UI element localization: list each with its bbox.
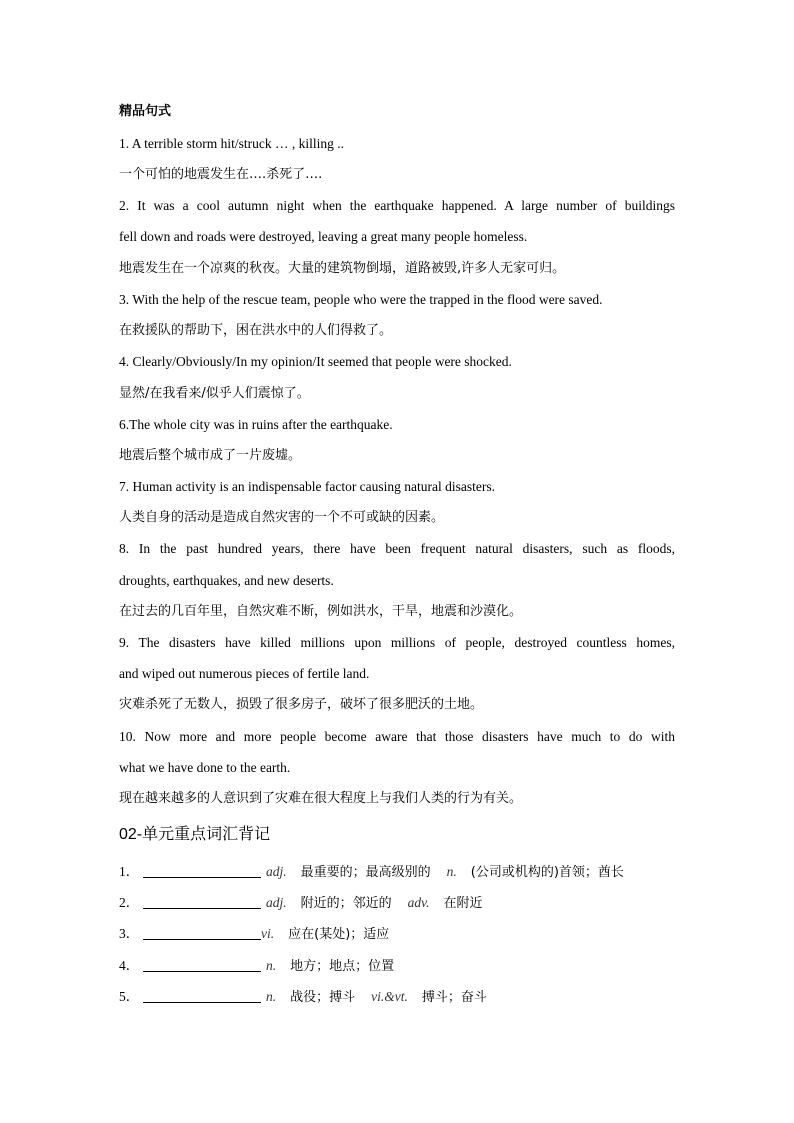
sentence-2-en-a: 2. It was a cool autumn night when the earthquake happened. A large number of buildings [119, 198, 675, 213]
vocab-number: 4． [119, 958, 140, 973]
part-of-speech: adv. [407, 895, 430, 910]
part-of-speech: n. [266, 989, 277, 1004]
sentence-9-en-a: 9. The disasters have killed millions upon millions of people, destroyed countless homes, [119, 635, 675, 650]
meaning: 地方；地点；位置 [290, 959, 395, 974]
part-of-speech: n. [266, 958, 277, 973]
meaning: 最重要的；最高级别的 [300, 865, 431, 880]
sentence-6-zh: 地震后整个城市成了一片废墟。 [119, 448, 302, 463]
sentence-10-en-a: 10. Now more and more people become aware that those disasters have much to do with [119, 729, 675, 744]
sentence-1-zh: 一个可怕的地震发生在….杀死了…. [119, 167, 323, 182]
sentence-8-zh: 在过去的几百年里，自然灾难不断，例如洪水，干旱，地震和沙漠化。 [119, 604, 523, 619]
sentence-9-zh: 灾难杀死了无数人，损毁了很多房子，破坏了很多肥沃的土地。 [119, 697, 484, 712]
sentence-8-en-b: droughts, earthquakes, and new deserts. [119, 573, 334, 588]
sentence-2-zh: 地震发生在一个凉爽的秋夜。大量的建筑物倒塌，道路被毁,许多人无家可归。 [119, 261, 566, 276]
vocab-item-2 [119, 892, 499, 915]
vocab-number: 1． [119, 864, 140, 879]
meaning: 搏斗；奋斗 [421, 990, 487, 1005]
part-of-speech: vi.&vt. [371, 989, 408, 1004]
answer-blank[interactable] [143, 956, 261, 972]
vocab-item-4 [119, 955, 410, 978]
sentence-9-en-b: and wiped out numerous pieces of fertile land. [119, 666, 370, 681]
meaning: 应在(某处)；适应 [288, 927, 390, 942]
sentence-4-en: 4. Clearly/Obviously/In my opinion/It seemed that people were shocked. [119, 354, 512, 369]
vocab-section-title: 02-单元重点词汇背记 [119, 826, 271, 843]
meaning: 在附近 [443, 896, 483, 911]
answer-blank[interactable] [143, 987, 261, 1003]
sentence-3-en: 3. With the help of the rescue team, people who were the trapped in the flood were saved. [119, 292, 603, 307]
meaning: (公司或机构的)首领；酋长 [470, 865, 624, 880]
vocab-number: 3． [119, 926, 140, 941]
answer-blank[interactable] [143, 924, 261, 940]
sentence-4-zh: 显然/在我看来/似乎人们震惊了。 [119, 386, 310, 401]
sentence-7-zh: 人类自身的活动是造成自然灾害的一个不可或缺的因素。 [119, 510, 445, 525]
answer-blank[interactable] [143, 862, 261, 878]
sentence-10-zh: 现在越来越多的人意识到了灾难在很大程度上与我们人类的行为有关。 [119, 791, 523, 806]
part-of-speech: vi. [261, 926, 275, 941]
part-of-speech: adj. [266, 895, 287, 910]
sentence-7-en: 7. Human activity is an indispensable factor causing natural disasters. [119, 479, 496, 494]
sentence-10-en-b: what we have done to the earth. [119, 760, 291, 775]
sentence-1-en: 1. A terrible storm hit/struck … , killing .. [119, 136, 344, 151]
vocab-number: 2． [119, 895, 140, 910]
vocab-item-5 [119, 986, 503, 1009]
answer-blank[interactable] [143, 893, 261, 909]
part-of-speech: n. [446, 864, 457, 879]
meaning: 附近的；邻近的 [300, 896, 392, 911]
meaning: 战役；搏斗 [290, 990, 356, 1005]
vocab-number: 5． [119, 989, 140, 1004]
section-heading: 精品句式 [119, 104, 172, 119]
vocab-item-3 [119, 923, 405, 946]
sentence-2-en-b: fell down and roads were destroyed, leaving a great many people homeless. [119, 229, 528, 244]
vocab-item-1 [119, 861, 640, 884]
part-of-speech: adj. [266, 864, 287, 879]
sentence-3-zh: 在救援队的帮助下，困在洪水中的人们得救了。 [119, 323, 393, 338]
sentence-8-en-a: 8. In the past hundred years, there have been frequent natural disasters, such as floods, [119, 541, 675, 556]
sentence-6-en: 6.The whole city was in ruins after the earthquake. [119, 417, 393, 432]
